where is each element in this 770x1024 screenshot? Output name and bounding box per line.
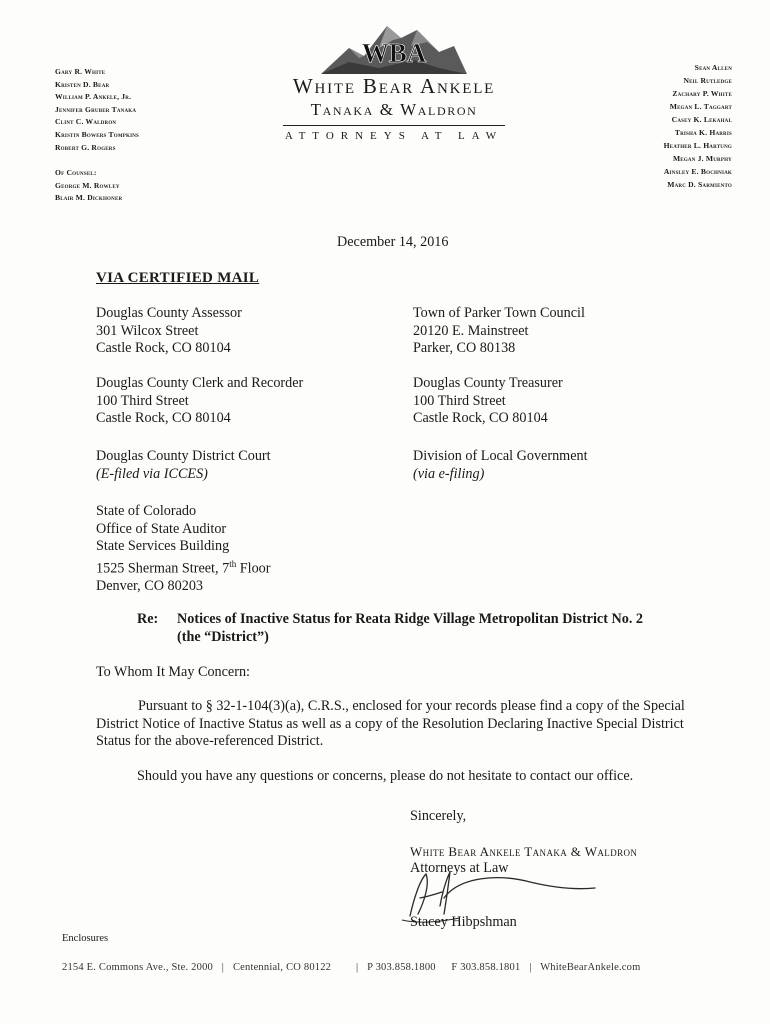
- letterhead-divider: [283, 125, 505, 126]
- recipient-address: [413, 375, 563, 428]
- address-line: Parker, CO 80138: [413, 340, 516, 357]
- address-line: Douglas County District Court: [96, 448, 271, 464]
- letter-date: December 14, 2016: [337, 234, 449, 250]
- signature-title: Attorneys at Law: [410, 860, 509, 876]
- footer-separator: |: [355, 962, 359, 973]
- letter-footer: [62, 962, 641, 973]
- address-line: (via e-filing): [413, 465, 485, 482]
- attorney-name: Casey K. Lekahal: [671, 115, 732, 124]
- attorney-list-left: [55, 66, 139, 205]
- salutation: To Whom It May Concern:: [96, 664, 250, 680]
- address-line: Division of Local Government: [413, 448, 588, 464]
- attorney-name: Marc D. Sarmiento: [667, 180, 732, 189]
- address-line: 100 Third Street: [96, 392, 189, 409]
- paragraph-text: Pursuant to § 32-1-104(3)(a), C.R.S., enclosed for your records please find a copy of the Special District Notice of Inactive Status as well as a copy of the Resolution Declaring Inactive Special District Status for the above-referenced District.: [96, 698, 685, 750]
- address-line: Castle Rock, CO 80104: [96, 340, 231, 357]
- attorney-name: Ainsley E. Bochniak: [663, 167, 732, 176]
- recipient-address: [413, 448, 588, 483]
- footer-separator: |: [221, 962, 225, 973]
- firm-name-line2: Tanaka & Waldron: [310, 100, 478, 119]
- attorney-list-right: [664, 61, 732, 191]
- attorney-name: Megan J. Murphy: [672, 154, 732, 163]
- attorney-name: Neil Rutledge: [683, 76, 732, 85]
- address-line: Douglas County Treasurer: [413, 375, 563, 391]
- re-subject-line: (the “District”): [177, 628, 269, 645]
- body-paragraph: [96, 698, 696, 751]
- recipient-address: [96, 375, 303, 428]
- address-line: Douglas County Assessor: [96, 305, 242, 321]
- attorney-name: Kristin Bowers Tompkins: [55, 129, 140, 139]
- re-label: Re:: [137, 611, 159, 627]
- re-subject-line: Notices of Inactive Status for Reata Ridge Village Metropolitan District No. 2: [177, 611, 644, 627]
- signer-name: Stacey Hibpshman: [410, 914, 517, 930]
- attorney-name: Jennifer Gruber Tanaka: [55, 104, 137, 114]
- attorney-name: Trisha K. Harris: [674, 128, 732, 137]
- attorney-name: Megan L. Taggart: [669, 102, 732, 111]
- address-line: Denver, CO 80203: [96, 578, 204, 595]
- footer-city: Centennial, CO 80122: [232, 962, 332, 973]
- firm-logo-block: [268, 18, 520, 142]
- footer-address: 2154 E. Commons Ave., Ste. 2000: [62, 962, 213, 973]
- attorney-name: Zachary P. White: [672, 89, 732, 98]
- firm-tagline: ATTORNEYS AT LAW: [284, 130, 504, 142]
- address-line: (E-filed via ICCES): [96, 465, 208, 482]
- recipient-address: [96, 503, 271, 596]
- recipient-address: [96, 448, 271, 483]
- re-subject: [177, 611, 697, 646]
- address-line: State Services Building: [96, 538, 230, 555]
- of-counsel-name: Blair M. Dickhoner: [55, 193, 123, 203]
- address-line: 301 Wilcox Street: [96, 322, 199, 339]
- mountain-logo-icon: [319, 18, 469, 76]
- firm-name-line1: White Bear Ankele: [292, 74, 496, 98]
- recipient-address: [96, 305, 242, 358]
- logo-monogram: WBA: [361, 38, 427, 68]
- delivery-method: VIA CERTIFIED MAIL: [96, 270, 260, 286]
- address-line: Castle Rock, CO 80104: [413, 410, 548, 427]
- footer-separator: |: [529, 962, 532, 973]
- attorney-name: Kristen D. Bear: [55, 79, 110, 89]
- of-counsel-label: Of Counsel:: [55, 168, 97, 178]
- address-line: Town of Parker Town Council: [413, 305, 585, 321]
- attorney-name: Heather L. Hartung: [663, 141, 732, 150]
- address-line: State of Colorado: [96, 503, 197, 519]
- address-line: Office of State Auditor: [96, 520, 227, 537]
- body-paragraph: Should you have any questions or concerns, please do not hesitate to contact our office.: [137, 768, 634, 784]
- footer-fax: F 303.858.1801: [451, 962, 521, 973]
- address-line: Castle Rock, CO 80104: [96, 410, 231, 427]
- enclosures-note: Enclosures: [62, 933, 109, 944]
- address-line: 20120 E. Mainstreet: [413, 322, 529, 339]
- address-line: 100 Third Street: [413, 392, 506, 409]
- signature-firm: White Bear Ankele Tanaka & Waldron: [410, 844, 638, 859]
- closing: Sincerely,: [410, 808, 467, 824]
- footer-website: WhiteBearAnkele.com: [540, 962, 641, 973]
- attorney-name: Robert G. Rogers: [55, 142, 116, 152]
- attorney-name: Clint C. Waldron: [55, 117, 117, 127]
- of-counsel-name: George M. Rowley: [55, 180, 120, 190]
- footer-phone: P 303.858.1800: [367, 962, 436, 973]
- attorney-name: Gary R. White: [55, 67, 106, 76]
- recipient-address: [413, 305, 585, 358]
- attorney-name: William P. Ankele, Jr.: [55, 92, 132, 102]
- address-line: Douglas County Clerk and Recorder: [96, 375, 304, 391]
- address-line: 1525 Sherman Street, 7th Floor: [96, 558, 271, 577]
- attorney-name: Sean Allen: [694, 63, 732, 72]
